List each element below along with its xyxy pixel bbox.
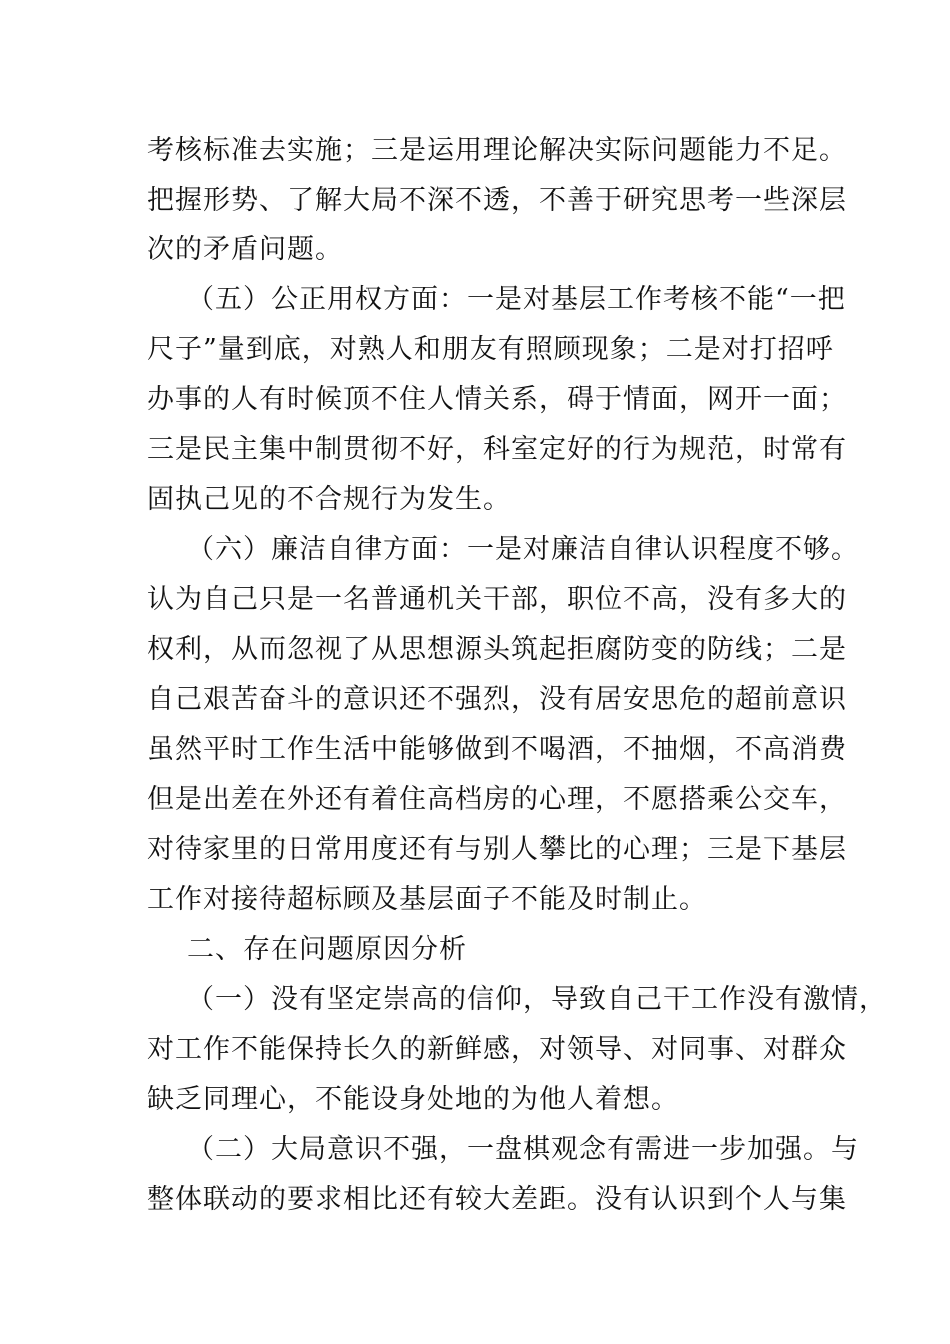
text-line: 尺子”量到底，对熟人和朋友有照顾现象；二是对打招呼 bbox=[147, 334, 834, 365]
text-line: 虽然平时工作生活中能够做到不喝酒，不抽烟，不高消费 bbox=[147, 734, 847, 765]
paragraph-heading: （二）大局意识不强，一盘棋观念有需进一步加强。与 bbox=[187, 1134, 859, 1165]
text-line: 认为自己只是一名普通机关干部，职位不高，没有多大的 bbox=[147, 584, 847, 615]
paragraph-heading: （六）廉洁自律方面：一是对廉洁自律认识程度不够。 bbox=[187, 534, 859, 565]
text-line: 三是民主集中制贯彻不好，科室定好的行为规范，时常有 bbox=[147, 434, 847, 465]
text-line: 考核标准去实施；三是运用理论解决实际问题能力不足。 bbox=[147, 135, 847, 166]
text-line: 把握形势、了解大局不深不透，不善于研究思考一些深层 bbox=[147, 185, 847, 216]
text-line: 整体联动的要求相比还有较大差距。没有认识到个人与集 bbox=[147, 1184, 847, 1215]
text-line: 固执己见的不合规行为发生。 bbox=[147, 484, 511, 515]
text-line: 但是出差在外还有着住高档房的心理，不愿搭乘公交车， bbox=[147, 784, 847, 815]
section-heading: 二、存在问题原因分析 bbox=[187, 934, 467, 965]
paragraph-heading: （一）没有坚定崇高的信仰，导致自己干工作没有激情， bbox=[187, 984, 887, 1015]
text-line: 自己艰苦奋斗的意识还不强烈，没有居安思危的超前意识 bbox=[147, 684, 847, 715]
text-line: 次的矛盾问题。 bbox=[147, 234, 343, 265]
text-line: 对待家里的日常用度还有与别人攀比的心理；三是下基层 bbox=[147, 834, 847, 865]
paragraph-heading: （五）公正用权方面：一是对基层工作考核不能“一把 bbox=[187, 284, 846, 315]
text-line: 对工作不能保持长久的新鲜感，对领导、对同事、对群众 bbox=[147, 1034, 847, 1065]
text-line: 权利，从而忽视了从思想源头筑起拒腐防变的防线；二是 bbox=[147, 634, 847, 665]
text-line: 工作对接待超标顾及基层面子不能及时制止。 bbox=[147, 884, 707, 915]
text-line: 办事的人有时候顶不住人情关系，碍于情面，网开一面； bbox=[147, 384, 847, 415]
text-line: 缺乏同理心，不能设身处地的为他人着想。 bbox=[147, 1084, 679, 1115]
